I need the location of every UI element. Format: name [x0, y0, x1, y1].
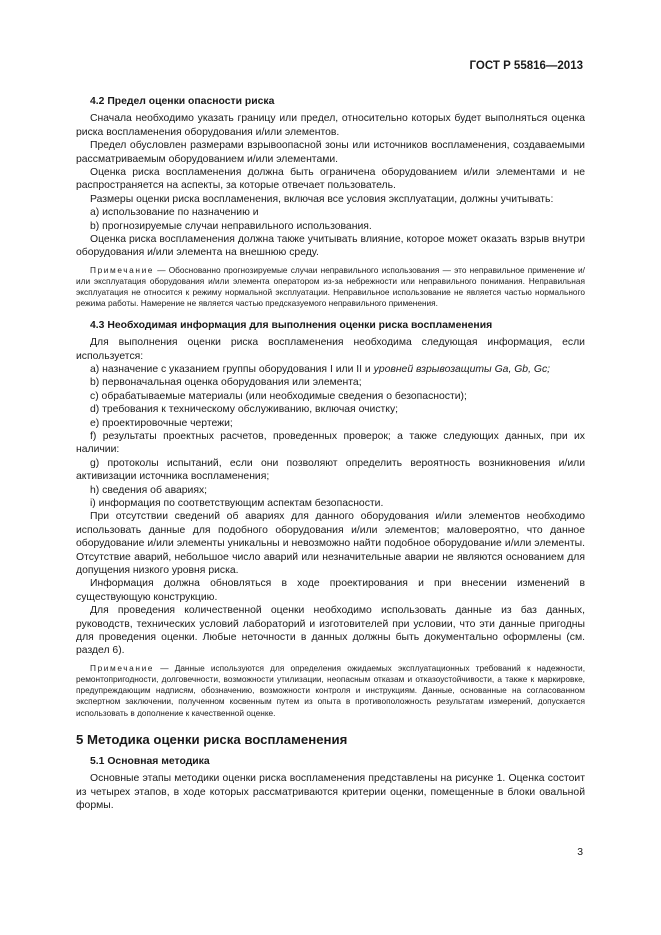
paragraph: Сначала необходимо указать границу или предел, относительно которых будет выполняться оценка риска воспламенения оборудования и/или элементов.: [76, 113, 585, 138]
paragraph: Оценка риска воспламенения должна быть ограничена оборудованием и/или элементами и не распространяется на аспекты, за которые отвечает пользователь.: [76, 167, 585, 192]
paragraph: Оценка риска воспламенения должна также учитывать влияние, которое может оказать взрыв внутри оборудования и/или элемента на внешнюю среду.: [76, 234, 585, 259]
section-4-3-heading: 4.3 Необходимая информация для выполнения оценки риска воспламенения: [90, 319, 493, 331]
list-item: c) обрабатываемые материалы (или необходимые сведения о безопасности);: [90, 390, 467, 402]
paragraph: Размеры оценки риска воспламенения, включая все условия эксплуатации, должны учитывать:: [90, 193, 554, 205]
paragraph: Информация должна обновляться в ходе проектирования и при внесении изменений в существующую конструкцию.: [76, 578, 585, 603]
note: [76, 663, 585, 719]
list-item: а) использование по назначению и: [90, 207, 259, 219]
paragraph: Для выполнения оценки риска воспламенения необходима следующая информация, если используется:: [76, 337, 585, 362]
list-item: e) проектировочные чертежи;: [90, 417, 233, 429]
list-item-text: а) назначение с указанием группы оборудования I или II и: [90, 363, 374, 375]
list-item: h) сведения об авариях;: [90, 484, 208, 496]
paragraph: Основные этапы методики оценки риска воспламенения представлены на рисунке 1. Оценка состоит из четырех этапов, в ходе которых рассматриваются критерии оценки, помещенные в блоки овальной формы.: [76, 773, 585, 812]
page-content: [76, 95, 585, 812]
list-item: f) результаты проектных расчетов, проведенных проверок; а также следующих данных, при их наличии:: [76, 430, 585, 456]
section-5-heading: 5 Методика оценки риска воспламенения: [76, 731, 348, 747]
page-number: 3: [577, 847, 583, 858]
note: [76, 265, 585, 310]
section-5-1-heading: 5.1 Основная методика: [90, 755, 210, 767]
section-4-2-heading: 4.2 Предел оценки опасности риска: [90, 96, 275, 107]
paragraph: Для проведения количественной оценки необходимо использовать данные из баз данных, руководств, технических условий лабораторий и изготовителей при условии, что эти данные пригодны для проведения оценки. Любые неточности в данных должны быть документально оформлены (см. раздел 6).: [76, 605, 585, 657]
document-code: ГОСТ Р 55816—2013: [469, 60, 583, 72]
list-item: i) информация по соответствующим аспектам безопасности.: [90, 497, 384, 509]
list-item: g) протоколы испытаний, если они позволяют определить вероятность возникновения и/или активизации источника воспламенения;: [76, 457, 585, 483]
note-text: — Обоснованно прогнозируемые случаи неправильного использования — это неправильное применение и/или эксплуатация оборудования и/или элемента оператором из-за небрежности или неправильного понимания. Неправильная эксплуатация не относится к режиму нормальной эксплуатации. Неправильное использование не является частью нормального режима работы. Намерение не является частью предсказуемого неправильного применения.: [76, 264, 585, 309]
list-item-italic: уровней взрывозащиты Ga, Gb, Gc;: [373, 363, 551, 375]
list-item: d) требования к техническому обслуживанию, включая очистку;: [90, 404, 399, 416]
list-item: [76, 363, 585, 376]
note-label: Примечание: [90, 264, 155, 275]
paragraph: При отсутствии сведений об авариях для данного оборудования и/или элементов необходимо использовать данные для подобного оборудования и/или элементов; маловероятно, что данное оборудование и/или элементы уникальны и невозможно найти подобное оборудование и/или элементы. Отсутствие аварий, небольшое число аварий или незначительные аварии не являются основанием для допущения низкого уровня риска.: [76, 511, 585, 576]
note-text: — Данные используются для определения ожидаемых эксплуатационных требований к надежности, ремонтопригодности, долговечности, возможности утилизации, неопасным отказам и отказоустойчивости, а также к маркировке, предупреждающим надписям, обозначению, возможности контроля и инструкциям. Данные, основанные на согласованном экспертном заключении, полученном косвенным путем из опыта в противоположность результатам измерений, допускается использовать в дополнение к качественной оценке.: [76, 662, 585, 718]
list-item: b) первоначальная оценка оборудования или элемента;: [90, 377, 362, 389]
paragraph: Предел обусловлен размерами взрывоопасной зоны или источников воспламенения, создаваемыми рассматриваемым оборудованием и/или элементами.: [76, 140, 585, 165]
note-label: Примечание: [90, 662, 155, 673]
list-item: b) прогнозируемые случаи неправильного использования.: [90, 220, 372, 232]
